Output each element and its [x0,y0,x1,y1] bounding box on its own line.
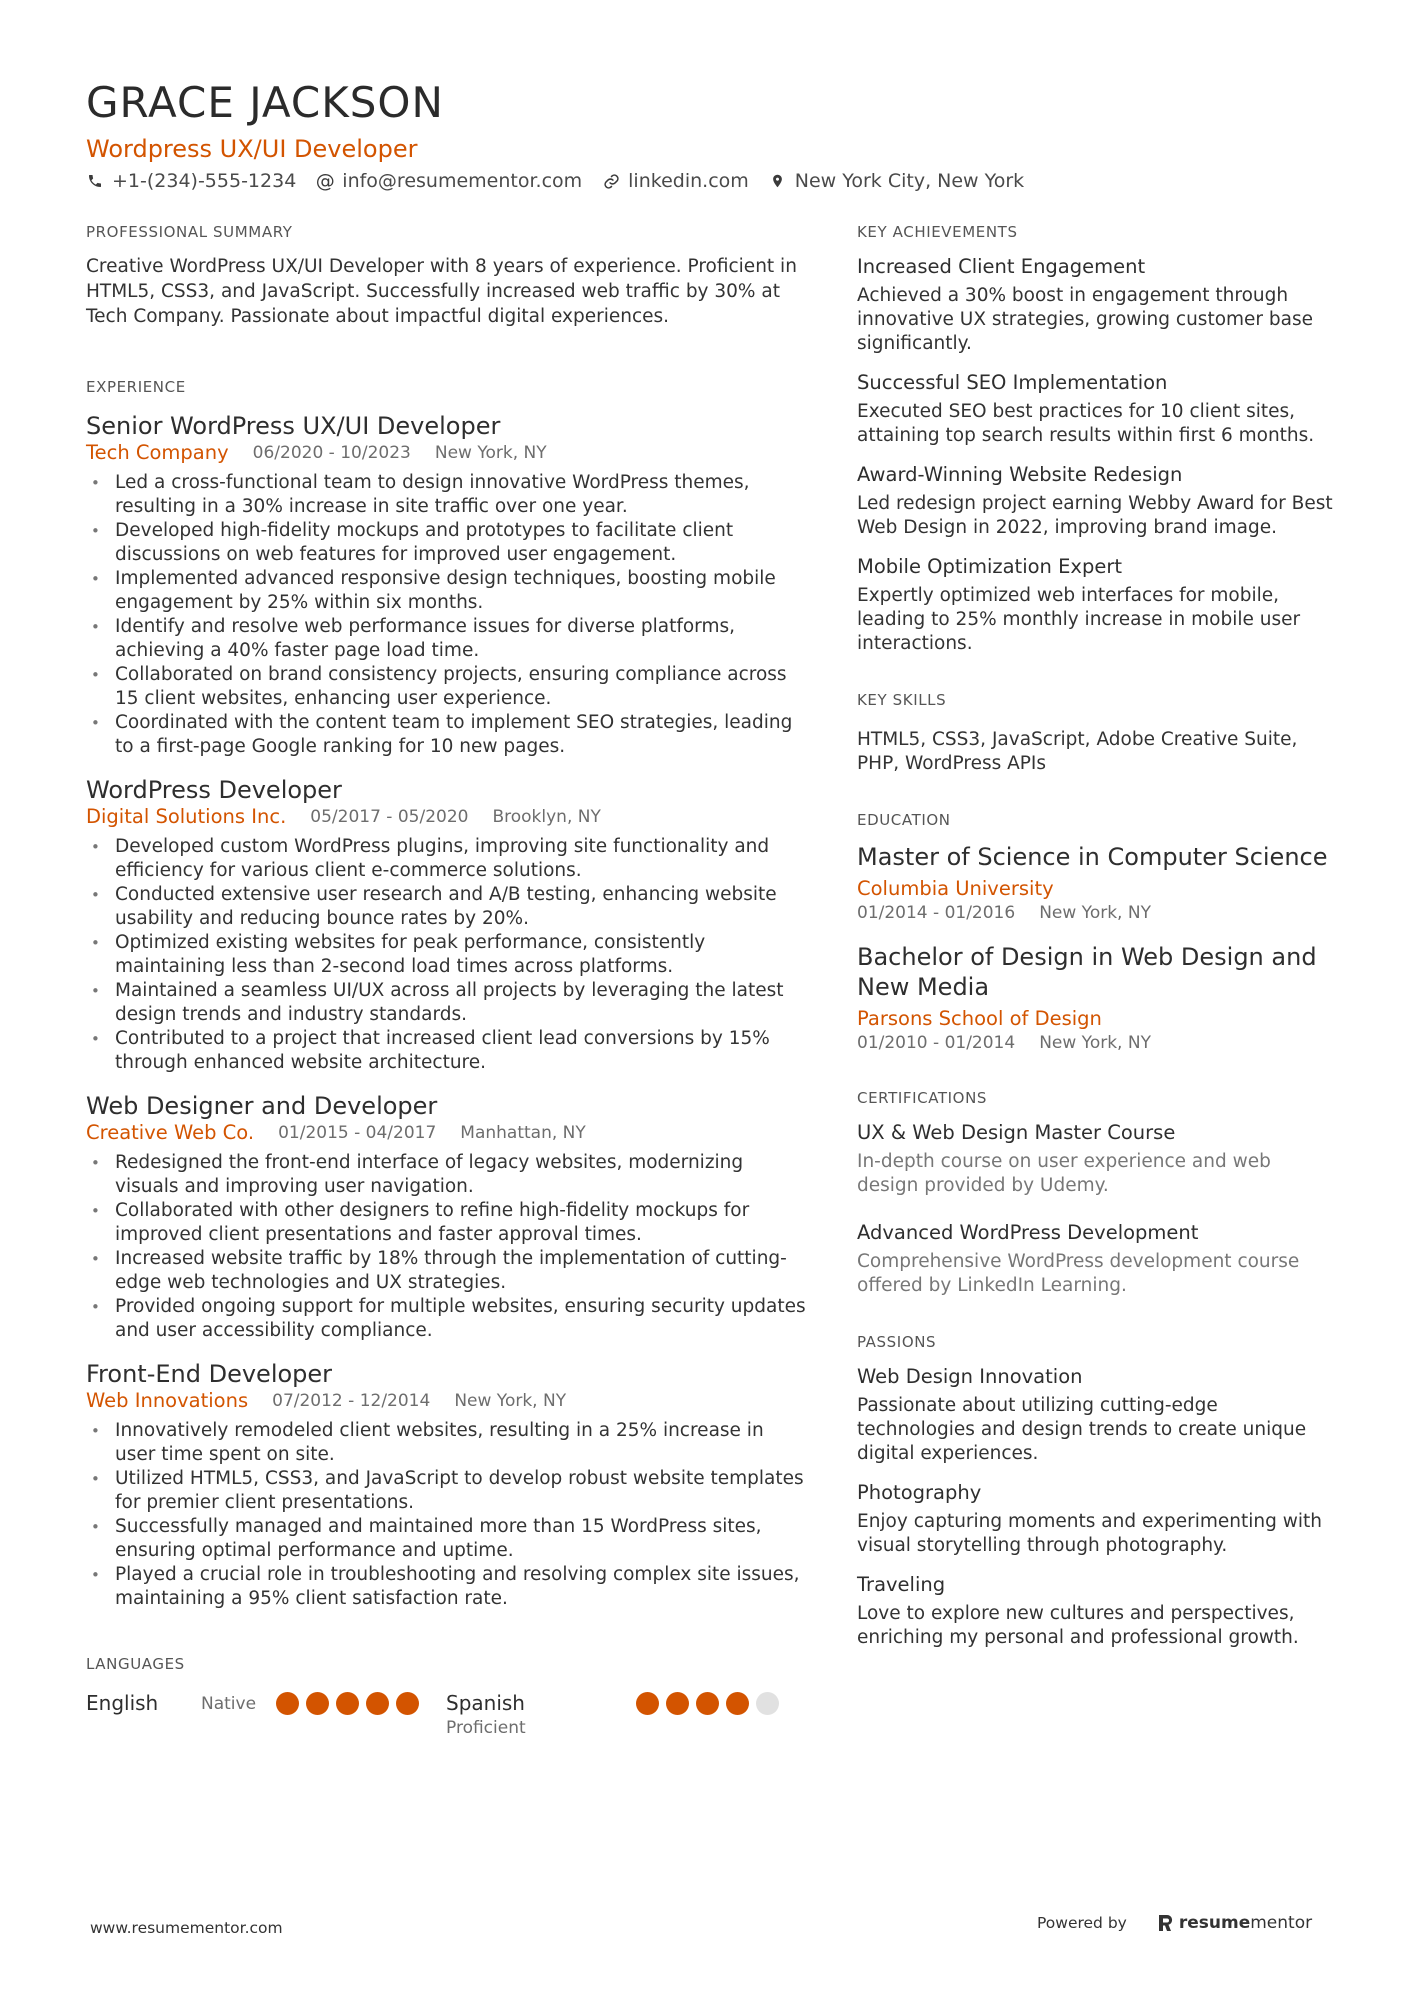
brand-logo[interactable] [1157,1913,1312,1933]
language-name: Spanish [446,1691,525,1715]
contact-phone [86,170,296,192]
phone-text: +1-(234)-555-1234 [112,170,297,192]
job-bullets [86,1151,806,1343]
job-company: Tech Company [86,441,229,464]
job-bullet: • Conducted extensive user research and A/B testing, enhancing website usability and reducing bounce rates by 20%. [86,883,806,931]
achievements-heading: KEY ACHIEVEMENTS [857,223,1018,241]
language-name: English [86,1691,159,1715]
education-school: Parsons School of Design [857,1007,1102,1030]
job-company: Creative Web Co. [86,1121,255,1144]
summary-text: Creative WordPress UX/UI Developer with 8 years of experience. Proficient in HTML5, CSS3, and JavaScript. Successfully increased web traffic by 30% at Tech Company. Passionate about impactful digital experiences. [86,256,797,327]
achievements-section [857,222,1337,656]
job-bullets [86,471,806,759]
certifications-section [857,1088,1337,1298]
education-dates: 01/2014 - 01/2016 [857,903,1016,923]
powered-by-label: Powered by [1037,1914,1127,1932]
job-dates: 06/2020 - 10/2023 [252,443,411,463]
achievement-title: Successful SEO Implementation [857,371,1168,394]
job-bullet: • Led a cross-functional team to design innovative WordPress themes, resulting in a 30% increase in site traffic over one year. [86,471,806,519]
rating-dot-filled [666,1692,689,1715]
candidate-name: GRACE JACKSON [86,78,444,127]
job-title: Senior WordPress UX/UI Developer [86,412,501,440]
passion-title: Traveling [857,1573,946,1596]
passions-heading: PASSIONS [857,1333,937,1351]
achievement-title: Award-Winning Website Redesign [857,463,1183,486]
rating-dot-filled [276,1692,299,1715]
language-item [446,1690,806,1750]
job-title: Web Designer and Developer [86,1092,438,1120]
job-entry [86,411,806,759]
job-bullet: • Innovatively remodeled client websites, resulting in a 25% increase in user time spent on site. [86,1419,806,1467]
skills-text: HTML5, CSS3, JavaScript, Adobe Creative Suite, PHP, WordPress APIs [857,729,1298,774]
job-meta [86,1121,806,1145]
achievement-item [857,254,1337,356]
job-entry [86,1091,806,1343]
certification-desc: In-depth course on user experience and web design provided by Udemy. [857,1151,1271,1196]
job-bullet: • Collaborated on brand consistency projects, ensuring compliance across 15 client websites, enhancing user experience. [86,663,806,711]
left-column [86,222,806,1611]
job-bullet: • Contributed to a project that increased client lead conversions by 15% through enhanced website architecture. [86,1027,806,1075]
passion-title: Web Design Innovation [857,1365,1083,1388]
education-meta [857,1032,1337,1054]
education-heading: EDUCATION [857,811,951,829]
rating-dot-filled [306,1692,329,1715]
certification-item [857,1220,1337,1298]
job-title: WordPress Developer [86,776,342,804]
contact-email[interactable] [316,170,582,192]
job-bullet: • Maintained a seamless UI/UX across all projects by leveraging the latest design trends and industry standards. [86,979,806,1027]
achievement-item [857,554,1337,656]
job-dates: 01/2015 - 04/2017 [278,1123,437,1143]
job-entry [86,775,806,1075]
job-bullets [86,1419,806,1611]
footer-website[interactable]: www.resumementor.com [90,1919,283,1937]
languages-section [86,1654,806,1750]
job-company: Digital Solutions Inc. [86,805,287,828]
linkedin-text: linkedin.com [628,170,749,192]
email-text: info@resumementor.com [342,170,583,192]
job-bullet: • Coordinated with the content team to implement SEO strategies, leading to a first-page Google ranking for 10 new pages. [86,711,806,759]
job-bullet: • Utilized HTML5, CSS3, and JavaScript to develop robust website templates for premier client presentations. [86,1467,806,1515]
certification-item [857,1120,1337,1198]
achievement-desc: Executed SEO best practices for 10 client sites, attaining top search results within first 6 months. [857,401,1315,446]
resumementor-logo-icon [1157,1913,1173,1933]
location-text: New York City, New York [794,170,1025,192]
job-company: Web Innovations [86,1389,249,1412]
achievement-desc: Expertly optimized web interfaces for mobile, leading to 25% monthly increase in mobile user interactions. [857,585,1301,654]
experience-heading: EXPERIENCE [86,378,186,396]
skills-heading: KEY SKILLS [857,691,947,709]
job-bullet: • Implemented advanced responsive design techniques, boosting mobile engagement by 25% within six months. [86,567,806,615]
rating-dot-filled [726,1692,749,1715]
job-location: New York, NY [454,1391,567,1411]
brand-name-rest: mentor [1250,1913,1313,1933]
contact-location [769,170,1024,192]
job-dates: 05/2017 - 05/2020 [310,807,469,827]
location-pin-icon [769,172,787,190]
language-item [86,1690,446,1750]
language-level: Native [201,1694,257,1714]
passion-desc: Love to explore new cultures and perspectives, enriching my personal and professional growth. [857,1603,1299,1648]
education-location: New York, NY [1039,903,1151,923]
education-school: Columbia University [857,877,1054,900]
job-bullet: • Collaborated with other designers to refine high-fidelity mockups for improved client presentations and faster approval times. [86,1199,806,1247]
rating-dot-empty [756,1692,779,1715]
job-title: Front-End Developer [86,1360,333,1388]
certification-desc: Comprehensive WordPress development course offered by LinkedIn Learning. [857,1251,1300,1296]
languages-row [86,1690,806,1750]
certifications-heading: CERTIFICATIONS [857,1089,988,1107]
education-location: New York, NY [1039,1033,1151,1053]
education-section [857,810,1337,1054]
achievement-item [857,370,1337,448]
rating-dot-filled [366,1692,389,1715]
job-meta [86,441,806,465]
rating-dot-filled [636,1692,659,1715]
job-location: Brooklyn, NY [492,807,601,827]
at-sign-icon: @ [315,170,335,192]
job-bullet: • Successfully managed and maintained more than 15 WordPress sites, ensuring optimal performance and uptime. [86,1515,806,1563]
contact-bar [86,170,1326,192]
achievement-title: Mobile Optimization Expert [857,555,1123,578]
job-bullet: • Developed high-fidelity mockups and prototypes to facilitate client discussions on web features for improved user engagement. [86,519,806,567]
achievement-title: Increased Client Engagement [857,255,1146,278]
experience-section [86,377,806,1611]
certification-title: UX & Web Design Master Course [857,1121,1176,1144]
job-location: New York, NY [434,443,547,463]
language-name-wrap [86,1690,201,1716]
language-level: Proficient [446,1718,526,1738]
rating-dot-filled [396,1692,419,1715]
achievement-desc: Achieved a 30% boost in engagement through innovative UX strategies, growing customer base significantly. [857,285,1314,354]
passion-item [857,1364,1337,1466]
education-item [857,842,1337,924]
job-bullet: • Optimized existing websites for peak performance, consistently maintaining less than 2-second load times across platforms. [86,931,806,979]
summary-heading: PROFESSIONAL SUMMARY [86,223,293,241]
passion-item [857,1480,1337,1558]
job-meta [86,1389,806,1413]
phone-icon [86,172,104,190]
passion-desc: Passionate about utilizing cutting-edge technologies and design trends to create unique digital experiences. [857,1395,1307,1464]
passion-desc: Enjoy capturing moments and experimenting with visual storytelling through photography. [857,1511,1322,1556]
passion-title: Photography [857,1481,982,1504]
job-bullet: • Developed custom WordPress plugins, improving site functionality and efficiency for various client e-commerce solutions. [86,835,806,883]
passions-section [857,1332,1337,1650]
resume-header [86,78,1326,192]
education-meta [857,902,1337,924]
job-bullet: • Played a crucial role in troubleshooting and resolving complex site issues, maintaining a 95% client satisfaction rate. [86,1563,806,1611]
link-icon [602,172,620,190]
skills-section [857,690,1337,776]
achievement-item [857,462,1337,540]
right-column [857,222,1337,1650]
education-degree: Bachelor of Design in Web Design and New Media [857,943,1317,1001]
rating-dot-filled [696,1692,719,1715]
job-dates: 07/2012 - 12/2014 [272,1391,431,1411]
job-bullet: • Increased website traffic by 18% through the implementation of cutting-edge web technologies and UX strategies. [86,1247,806,1295]
contact-linkedin[interactable] [602,170,749,192]
summary-section [86,222,806,329]
job-location: Manhattan, NY [460,1123,586,1143]
candidate-title: Wordpress UX/UI Developer [86,135,418,163]
education-degree: Master of Science in Computer Science [857,843,1328,871]
achievement-desc: Led redesign project earning Webby Award for Best Web Design in 2022, improving brand image. [857,493,1333,538]
language-rating [636,1692,779,1715]
certification-title: Advanced WordPress Development [857,1221,1199,1244]
job-bullet: • Identify and resolve web performance issues for diverse platforms, achieving a 40% faster page load time. [86,615,806,663]
rating-dot-filled [336,1692,359,1715]
job-bullets [86,835,806,1075]
footer-powered [1037,1913,1312,1933]
education-dates: 01/2010 - 01/2014 [857,1033,1016,1053]
job-bullet: • Redesigned the front-end interface of legacy websites, modernizing visuals and improving user navigation. [86,1151,806,1199]
languages-heading: LANGUAGES [86,1655,185,1673]
language-name-wrap [446,1690,636,1740]
job-meta [86,805,806,829]
brand-name-bold: resume [1178,1913,1251,1933]
education-item [857,942,1337,1054]
passion-item [857,1572,1337,1650]
language-rating [276,1692,419,1715]
job-bullet: • Provided ongoing support for multiple websites, ensuring security updates and user accessibility compliance. [86,1295,806,1343]
job-entry [86,1359,806,1611]
